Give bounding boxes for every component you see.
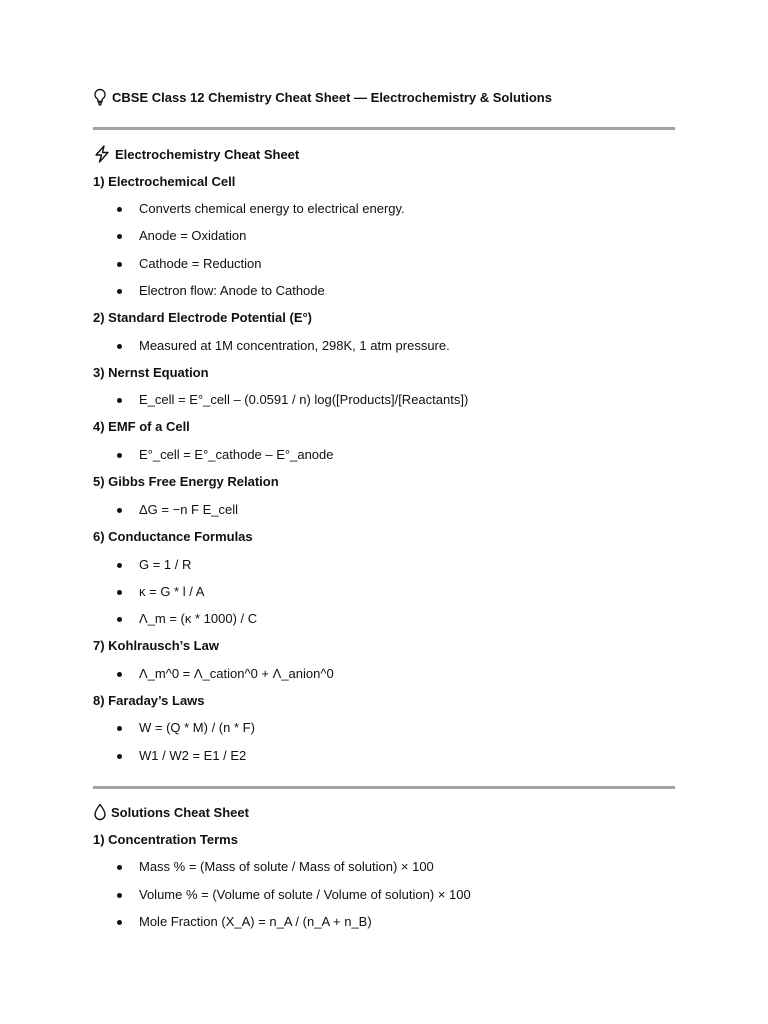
- electrochemistry-heading: [93, 145, 299, 163]
- list-item: E°_cell = E°_cathode – E°_anode: [139, 447, 334, 462]
- section-title: 4) EMF of a Cell: [93, 419, 190, 434]
- section-title: 6) Conductance Formulas: [93, 529, 253, 544]
- list-item: κ = G * l / A: [139, 584, 205, 599]
- section-title: 5) Gibbs Free Energy Relation: [93, 474, 279, 489]
- list-item: Volume % = (Volume of solute / Volume of solution) × 100: [139, 887, 471, 902]
- solutions-heading: [93, 803, 249, 821]
- section-title: 1) Electrochemical Cell: [93, 174, 236, 189]
- list-item: Electron flow: Anode to Cathode: [139, 283, 325, 298]
- solutions-heading-text: Solutions Cheat Sheet: [111, 804, 249, 820]
- section-title: 2) Standard Electrode Potential (E°): [93, 310, 313, 325]
- list-item: E_cell = E°_cell – (0.0591 / n) log([Products]/[Reactants]): [139, 392, 469, 407]
- section-title: 8) Faraday’s Laws: [93, 693, 205, 708]
- list-item: Measured at 1M concentration, 298K, 1 atm pressure.: [139, 338, 450, 353]
- divider: [93, 127, 675, 130]
- lightning-icon: [93, 145, 111, 163]
- document-title: [92, 88, 552, 106]
- list-item: Anode = Oxidation: [139, 228, 247, 243]
- document-title-text: CBSE Class 12 Chemistry Cheat Sheet — Electrochemistry & Solutions: [112, 89, 552, 105]
- list-item: Λ_m^0 = Λ_cation^0 + Λ_anion^0: [139, 666, 334, 681]
- list-item: Λ_m = (κ * 1000) / C: [139, 611, 258, 626]
- electrochemistry-heading-text: Electrochemistry Cheat Sheet: [115, 146, 300, 162]
- section-title: 1) Concentration Terms: [93, 832, 238, 847]
- list-item: Mass % = (Mass of solute / Mass of solution) × 100: [139, 859, 434, 874]
- list-item: W = (Q * M) / (n * F): [139, 720, 255, 735]
- list-item: W1 / W2 = E1 / E2: [139, 748, 247, 763]
- list-item: G = 1 / R: [139, 557, 192, 572]
- list-item: Mole Fraction (X_A) = n_A / (n_A + n_B): [139, 914, 372, 929]
- section-title: 7) Kohlrausch’s Law: [93, 638, 219, 653]
- section-title: 3) Nernst Equation: [93, 365, 209, 380]
- droplet-icon: [93, 803, 107, 821]
- list-item: ΔG = −n F E_cell: [139, 502, 239, 517]
- list-item: Cathode = Reduction: [139, 256, 262, 271]
- list-item: Converts chemical energy to electrical energy.: [139, 201, 405, 216]
- lightbulb-icon: [92, 88, 108, 106]
- divider: [93, 786, 675, 789]
